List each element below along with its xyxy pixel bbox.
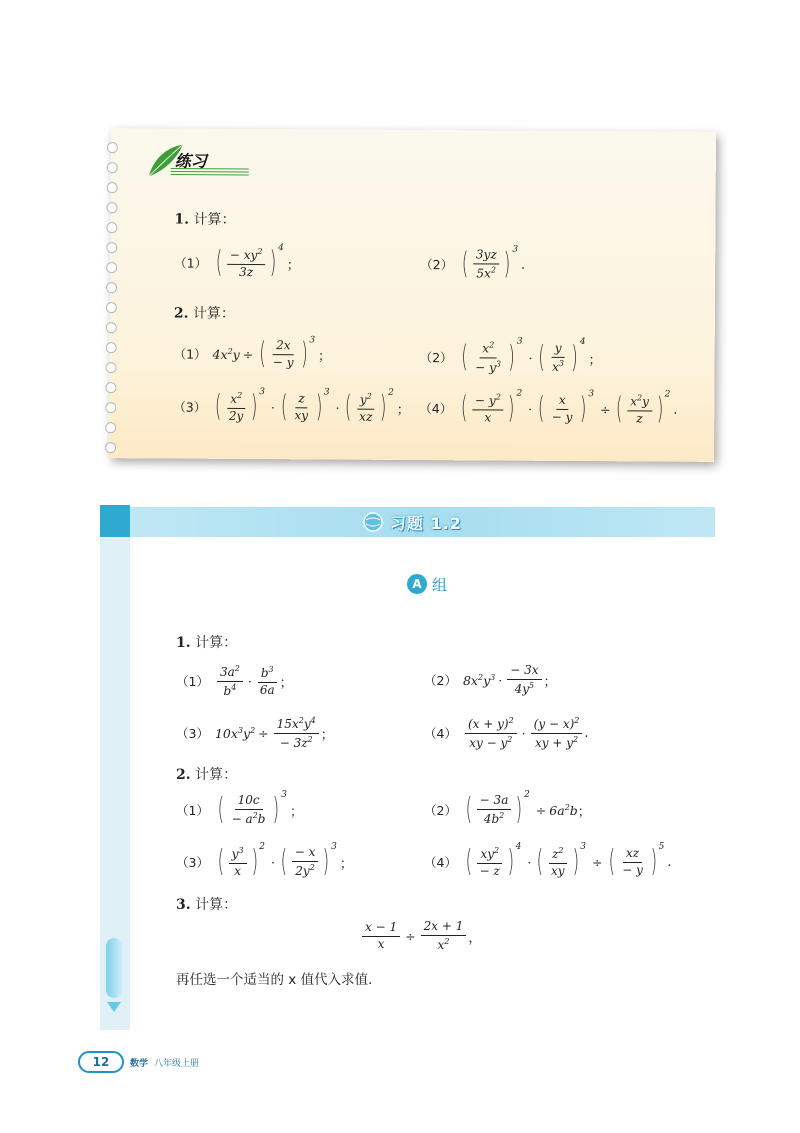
practice-q2-p3: （3） ( $\frac{x^2}{2y}$ ) 3 · ( $\frac{z}{xy}$ ) 3 · ( $\frac{y^2}{xz}$ ) 2 ； (173, 391, 410, 425)
group-a-badge: A (407, 574, 427, 594)
practice-q1-p1: （1） ( $\frac{- xy^2}{3z}$ ) 4 ； (174, 247, 300, 280)
footer-subject: 数学 (130, 1059, 149, 1069)
globe-icon (362, 511, 384, 533)
footer-grade: 八年级上册 (154, 1059, 200, 1069)
exercise-q1-p2: （2） $8x^2y^3$ · $\frac{- 3x}{4y^5}$ ； (424, 663, 557, 696)
practice-q2-heading: 2. 计算： (173, 305, 236, 322)
binder-ring (106, 262, 117, 273)
exercise-q2-p4: （4） ( $\frac{xy^2}{- z}$ ) 4 · ( $\frac{z^2}{xy}$ ) 3 ÷ ( $\frac{xz}{- y}$ ) 5 . (424, 846, 671, 879)
binder-ring (106, 342, 117, 353)
exercise-q1-p3: （3） $10x^3y^2$ ÷ $\frac{15x^2y^4}{- 3z^2}$ ； (176, 716, 334, 750)
binder-ring (105, 382, 116, 393)
practice-title: 练习 (174, 151, 207, 171)
binder-ring (106, 302, 117, 313)
binder-ring (107, 142, 118, 153)
binder-ring (107, 182, 118, 193)
practice-q1-p2: （2） ( $\frac{3yz}{5x^2}$ ) 3 . (420, 248, 525, 281)
exercise-q2-p2: （2） ( $\frac{- 3a}{4b^2}$ ) 2 ÷ $6a^2b$ ； (424, 794, 591, 827)
binder-ring (106, 322, 117, 333)
practice-card (109, 128, 716, 462)
scroll-down-arrow-icon[interactable] (107, 1002, 121, 1012)
exercise-q2-p1: （1） ( $\frac{10c}{- a^2b}$ ) 3 ； (176, 794, 303, 827)
binder-ring (106, 242, 117, 253)
binder-ring (106, 222, 117, 233)
binder-ring (106, 202, 117, 213)
binder-ring (107, 162, 118, 173)
exercise-q2-p3: （3） ( $\frac{y^3}{x}$ ) 2 · ( $\frac{- x}{2y^2}$ ) 3 ； (176, 846, 353, 879)
binder-ring (105, 422, 116, 433)
scroll-thumb[interactable] (106, 938, 122, 998)
panel-corner-block (100, 505, 130, 537)
exercise-q3-instruction: 再任选一个适当的 x 值代入求值. (176, 972, 373, 988)
exercise-q1-p4: （4） $\frac{(x + y)^2}{xy - y^2}$ · $\frac{(y - x)^2}{xy + y^2}$ . (424, 716, 589, 750)
binder-ring (105, 402, 116, 413)
exercise-q3-heading: 3. 计算： (176, 897, 238, 913)
practice-q1-heading: 1. 计算： (174, 211, 236, 228)
page-number: 12 (78, 1051, 124, 1073)
exercise-q2-heading: 2. 计算： (176, 767, 238, 783)
exercise-q3-expression: $\frac{x - 1}{x}$ ÷ $\frac{2x + 1}{x^2}$ ， (360, 920, 481, 953)
practice-q2-p4: （4） ( $\frac{- y^2}{x}$ ) 2 · ( $\frac{x}{- y}$ ) 3 ÷ ( $\frac{x^2y}{z}$ ) 2 . (419, 392, 677, 426)
group-label: 组 (432, 576, 448, 594)
binder-ring (106, 362, 117, 373)
exercise-title: 习题 1.2 (390, 514, 462, 533)
practice-q2-p2: （2） ( $\frac{x^2}{- y^3}$ ) 3 · ( $\frac{y}{x^3}$ ) 4 ； (420, 340, 602, 376)
exercise-q1-p1: （1） $\frac{3a^2}{b^4}$ · $\frac{b^3}{6a}$ ； (176, 664, 293, 698)
binder-ring (105, 442, 116, 453)
binder-ring (106, 282, 117, 293)
practice-q2-p1: （1） $4x^2y$ ÷ ( $\frac{2x}{- y}$ ) 3 ； (174, 339, 332, 371)
exercise-q1-heading: 1. 计算： (176, 635, 238, 651)
